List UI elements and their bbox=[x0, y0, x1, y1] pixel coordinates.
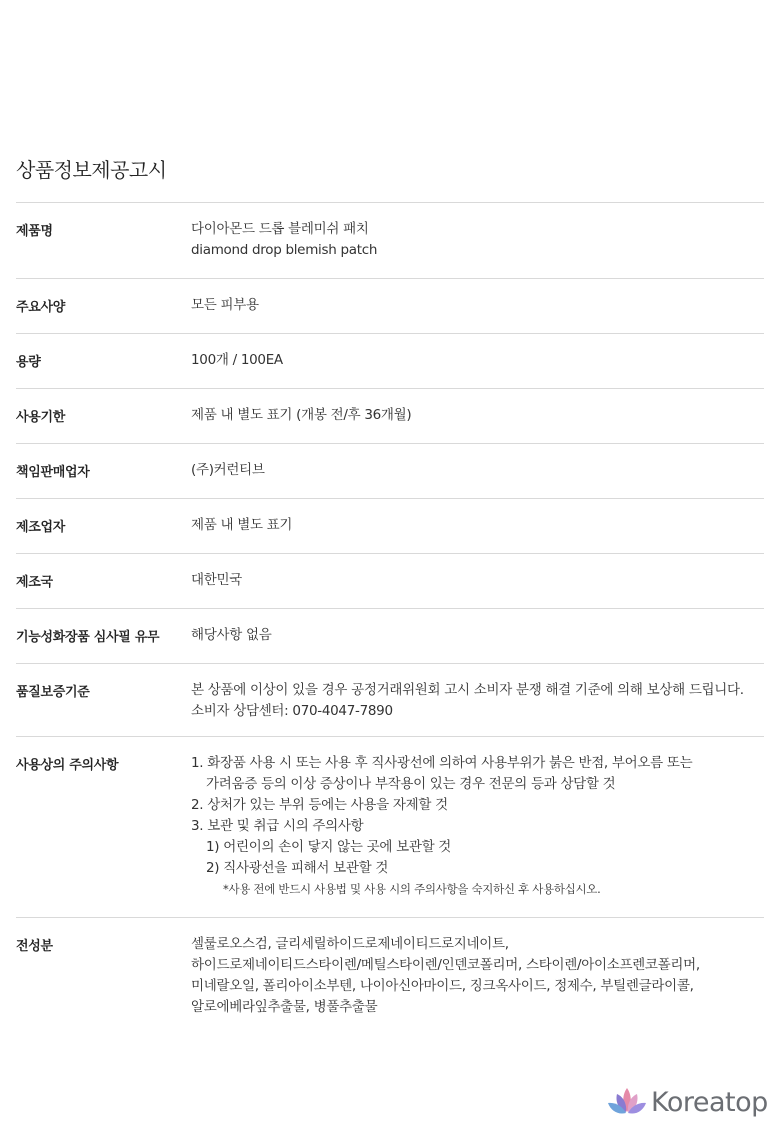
value-line: 제품 내 별도 표기 (개봉 전/후 36개월) bbox=[191, 407, 412, 423]
row-label: 책임판매업자 bbox=[16, 465, 90, 480]
value-line: 2) 직사광선을 피해서 보관할 것 bbox=[206, 860, 389, 876]
row-quality-standard bbox=[16, 664, 764, 737]
value-line: 1. 화장품 사용 시 또는 사용 후 직사광선에 의하여 사용부위가 붉은 반점, 부어오름 또는 bbox=[191, 755, 693, 771]
row-label: 사용상의 주의사항 bbox=[16, 758, 119, 773]
row-value bbox=[191, 554, 764, 608]
value-line: 모든 피부용 bbox=[191, 297, 259, 313]
row-label: 사용기한 bbox=[16, 410, 66, 425]
row-value bbox=[191, 609, 764, 663]
value-line: 대한민국 bbox=[191, 572, 242, 588]
row-capacity bbox=[16, 334, 764, 389]
row-label: 기능성화장품 심사필 유무 bbox=[16, 630, 160, 645]
value-line: 가려움증 등의 이상 증상이나 부작용이 있는 경우 전문의 등과 상담할 것 bbox=[206, 776, 616, 792]
value-line: 알로에베라잎추출물, 병풀추출물 bbox=[191, 999, 378, 1015]
row-value bbox=[191, 444, 764, 498]
koreatop-logo bbox=[605, 1082, 768, 1122]
value-line: 1) 어린이의 손이 닿지 않는 곳에 보관할 것 bbox=[206, 839, 452, 855]
row-value bbox=[191, 664, 764, 736]
row-value bbox=[191, 279, 764, 333]
row-label: 제품명 bbox=[16, 224, 53, 239]
row-label: 주요사양 bbox=[16, 300, 66, 315]
row-country bbox=[16, 554, 764, 609]
logo-text: Koreatop bbox=[651, 1086, 768, 1118]
row-label: 제조국 bbox=[16, 575, 53, 590]
value-line: 셀룰로오스검, 글리세릴하이드로제네이티드로지네이트, bbox=[191, 936, 509, 952]
row-product-name bbox=[16, 203, 764, 279]
row-functional-review bbox=[16, 609, 764, 664]
value-line: (주)커런티브 bbox=[191, 462, 265, 478]
row-value bbox=[191, 203, 764, 278]
value-line: 3. 보관 및 취급 시의 주의사항 bbox=[191, 818, 364, 834]
row-value bbox=[191, 499, 764, 553]
row-ingredients bbox=[16, 918, 764, 1028]
row-label: 용량 bbox=[16, 355, 41, 370]
row-manufacturer bbox=[16, 499, 764, 554]
value-note: *사용 전에 반드시 사용법 및 사용 시의 주의사항을 숙지하신 후 사용하십시오. bbox=[223, 882, 601, 896]
value-line: 본 상품에 이상이 있을 경우 공정거래위원회 고시 소비자 분쟁 해결 기준에 의해 보상해 드립니다. bbox=[191, 682, 744, 698]
row-value bbox=[191, 334, 764, 388]
value-line: 제품 내 별도 표기 bbox=[191, 517, 293, 533]
value-line: 다이아몬드 드롭 블레미쉬 패치 bbox=[191, 221, 369, 237]
value-line: 100개 / 100EA bbox=[191, 352, 283, 368]
value-line: 미네랄오일, 폴리아이소부텐, 나이아신아마이드, 징크옥사이드, 정제수, 부틸렌글라이콜, bbox=[191, 978, 694, 994]
row-value bbox=[191, 389, 764, 443]
product-info-table bbox=[16, 202, 764, 1028]
lotus-icon bbox=[605, 1085, 649, 1119]
row-main-spec bbox=[16, 279, 764, 334]
row-expiry bbox=[16, 389, 764, 444]
value-line: 소비자 상담센터: 070-4047-7890 bbox=[191, 703, 393, 719]
row-value bbox=[191, 918, 764, 1028]
row-value bbox=[191, 737, 764, 917]
row-label: 품질보증기준 bbox=[16, 685, 90, 700]
value-line: diamond drop blemish patch bbox=[191, 242, 378, 258]
row-distributor bbox=[16, 444, 764, 499]
value-line: 해당사항 없음 bbox=[191, 627, 272, 643]
row-label: 전성분 bbox=[16, 939, 53, 954]
row-precautions bbox=[16, 737, 764, 918]
row-label: 제조업자 bbox=[16, 520, 66, 535]
page-title: 상품정보제공고시 bbox=[16, 158, 167, 182]
value-line: 하이드로제네이티드스타이렌/메틸스타이렌/인덴코폴리머, 스타이렌/아이소프렌코폴리머, bbox=[191, 957, 700, 973]
value-line: 2. 상처가 있는 부위 등에는 사용을 자제할 것 bbox=[191, 797, 448, 813]
